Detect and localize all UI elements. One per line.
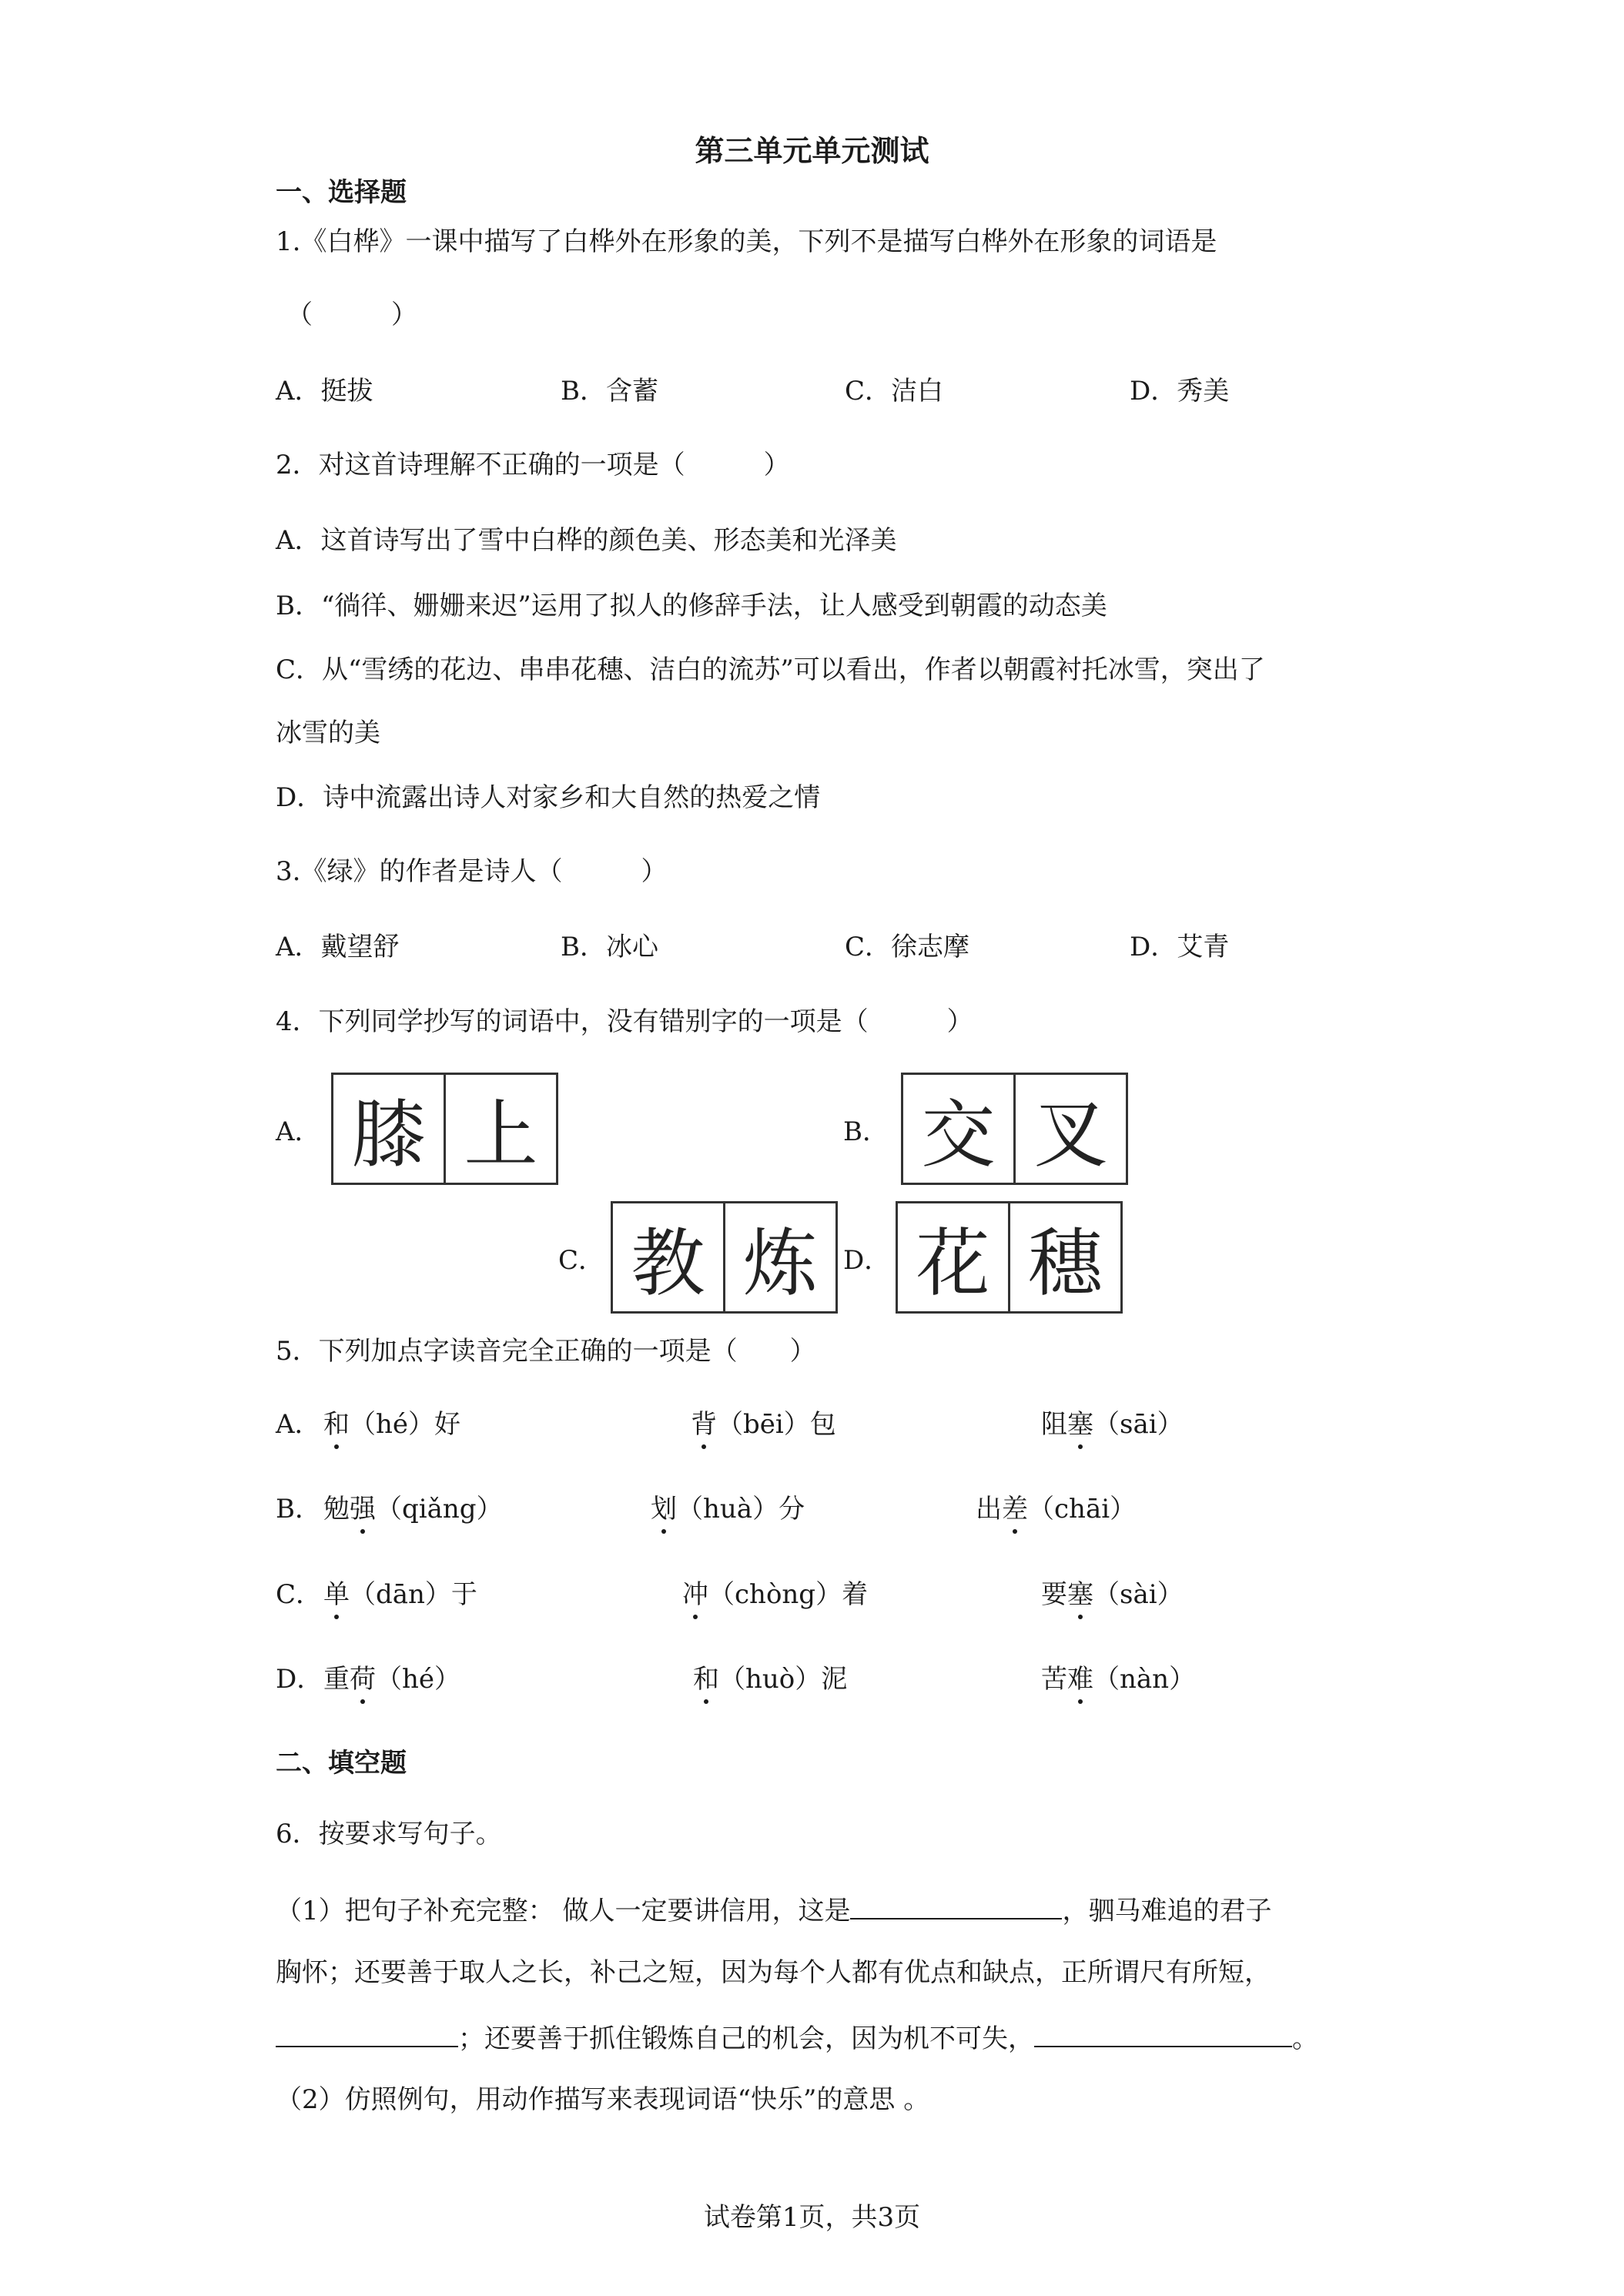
question-5-item: 冲（chòng）着 bbox=[682, 1579, 869, 1610]
answer-blank[interactable] bbox=[850, 1892, 1062, 1919]
question-1-option-c: C．洁白 bbox=[845, 376, 944, 407]
grid-char: 膝 bbox=[351, 1091, 426, 1178]
question-3-option-b: B．冰心 bbox=[561, 932, 658, 962]
section-heading-fill: 二、填空题 bbox=[276, 1748, 407, 1779]
question-2-option-c: C．从“雪绣的花边、串串花穗、洁白的流苏”可以看出，作者以朝霞衬托冰雪，突出了 bbox=[276, 654, 1265, 685]
question-1-stem: 1.《白桦》一课中描写了白桦外在形象的美，下列不是描写白桦外在形象的词语是 bbox=[276, 226, 1217, 257]
grid-char: 教 bbox=[631, 1220, 705, 1307]
answer-blank[interactable] bbox=[276, 2020, 458, 2047]
question-4-option-d-label: D． bbox=[843, 1245, 891, 1276]
question-6-stem: 6．按要求写句子。 bbox=[276, 1819, 502, 1849]
question-1-option-b: B．含蓄 bbox=[561, 376, 658, 407]
question-5-item: 阻塞（sāi） bbox=[1041, 1409, 1184, 1440]
question-3-option-a: A．戴望舒 bbox=[276, 932, 400, 962]
grid-char: 交 bbox=[921, 1091, 996, 1178]
grid-char: 花 bbox=[916, 1220, 990, 1307]
page-footer: 试卷第1页，共3页 bbox=[703, 2202, 921, 2233]
grid-char: 炼 bbox=[723, 1203, 835, 1311]
question-2-stem: 2．对这首诗理解不正确的一项是（ ） bbox=[276, 450, 790, 480]
question-1-option-d: D．秀美 bbox=[1130, 376, 1230, 407]
question-5-row-d-label: D． bbox=[276, 1664, 323, 1695]
question-4-stem: 4．下列同学抄写的词语中，没有错别字的一项是（ ） bbox=[276, 1006, 973, 1037]
grid-char: 穗 bbox=[1008, 1203, 1120, 1311]
question-4-option-c-label: C． bbox=[558, 1245, 605, 1276]
question-5-item: 和（hé）好 bbox=[323, 1409, 461, 1440]
question-3-stem: 3.《绿》的作者是诗人（ ） bbox=[276, 856, 668, 887]
question-5-item: 单（dān）于 bbox=[323, 1579, 477, 1610]
question-5-item: 背（bēi）包 bbox=[691, 1409, 836, 1440]
question-6-part-1-line-2: 胸怀；还要善于取人之长，补己之短，因为每个人都有优点和缺点，正所谓尺有所短， bbox=[276, 1957, 1271, 1988]
question-2-option-c-cont: 冰雪的美 bbox=[276, 718, 380, 748]
question-5-row-a-label: A． bbox=[276, 1409, 321, 1440]
grid-char: 上 bbox=[444, 1075, 556, 1183]
question-2-option-a: A．这首诗写出了雪中白桦的颜色美、形态美和光泽美 bbox=[276, 525, 897, 556]
question-4-option-a-label: A． bbox=[276, 1116, 321, 1147]
question-6-part-2: （2）仿照例句，用动作描写来表现词语“快乐”的意思 。 bbox=[276, 2084, 930, 2115]
question-1-paren: （ ） bbox=[286, 300, 417, 330]
question-5-row-c-label: C． bbox=[276, 1579, 323, 1610]
question-2-option-b: B．“徜徉、姗姗来迟”运用了拟人的修辞手法，让人感受到朝霞的动态美 bbox=[276, 591, 1107, 621]
question-6-part-1-line-3: ；还要善于抓住锻炼自己的机会，因为机不可失， 。 bbox=[276, 2020, 1318, 2056]
question-3-option-c: C．徐志摩 bbox=[845, 932, 970, 962]
question-4-option-b-grid bbox=[901, 1073, 1128, 1185]
question-4-option-c-grid bbox=[611, 1201, 838, 1314]
question-3-option-d: D．艾青 bbox=[1130, 932, 1230, 962]
question-5-item: 勉强（qiǎng） bbox=[323, 1494, 503, 1525]
question-2-option-d: D．诗中流露出诗人对家乡和大自然的热爱之情 bbox=[276, 782, 821, 813]
question-5-row-b-label: B． bbox=[276, 1494, 321, 1525]
answer-blank[interactable] bbox=[1034, 2020, 1292, 2047]
question-1-option-a: A．挺拔 bbox=[276, 376, 373, 407]
page-title: 第三单元单元测试 bbox=[695, 133, 929, 168]
question-5-stem: 5．下列加点字读音完全正确的一项是（ ） bbox=[276, 1336, 816, 1367]
question-5-item: 和（huò）泥 bbox=[693, 1664, 848, 1695]
grid-char: 叉 bbox=[1013, 1075, 1126, 1183]
question-5-item: 苦难（nàn） bbox=[1041, 1664, 1196, 1695]
question-5-item: 划（huà）分 bbox=[651, 1494, 805, 1525]
question-5-item: 重荷（hé） bbox=[323, 1664, 461, 1695]
question-6-part-1-line-1: （1）把句子补充完整： 做人一定要讲信用，这是 ，驷马难追的君子 bbox=[276, 1892, 1271, 1928]
question-5-item: 出差（chāi） bbox=[976, 1494, 1137, 1525]
question-4-option-a-grid bbox=[331, 1073, 558, 1185]
question-4-option-b-label: B． bbox=[843, 1116, 889, 1147]
question-4-option-d-grid bbox=[896, 1201, 1123, 1314]
section-heading-choice: 一、选择题 bbox=[276, 177, 407, 208]
question-5-item: 要塞（sài） bbox=[1041, 1579, 1184, 1610]
